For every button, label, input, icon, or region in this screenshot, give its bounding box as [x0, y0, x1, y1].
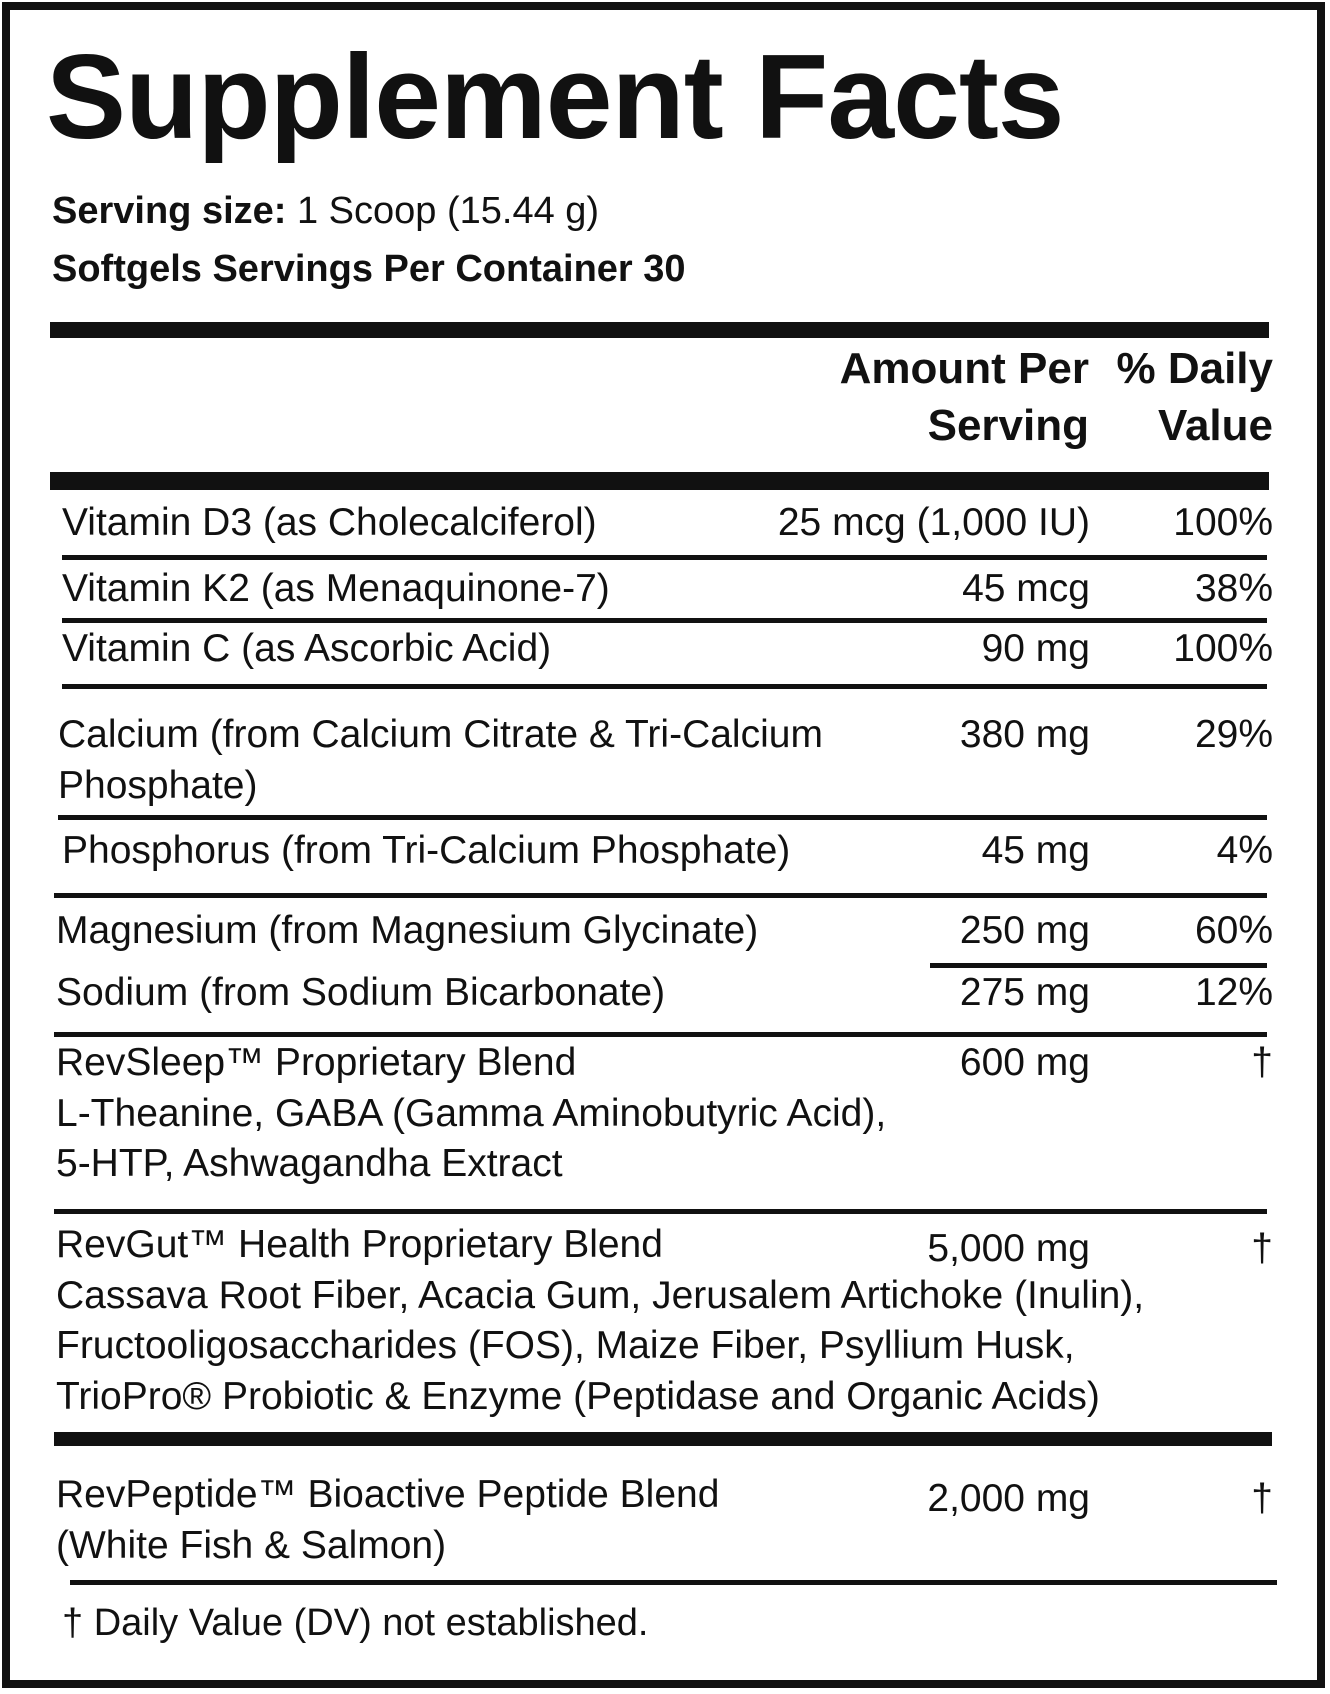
blend-ingredients-line1: (White Fish & Salmon) — [56, 1523, 447, 1567]
nutrient-amount: 25 mcg (1,000 IU) — [777, 501, 1090, 544]
nutrient-amount: 275 mg — [959, 971, 1090, 1014]
nutrient-name: Sodium (from Sodium Bicarbonate) — [56, 971, 666, 1014]
nutrient-name: Vitamin K2 (as Menaquinone-7) — [62, 567, 610, 610]
daily-value-header — [1116, 340, 1273, 454]
nutrient-daily-value: 100% — [1173, 501, 1273, 544]
nutrient-name: Vitamin D3 (as Cholecalciferol) — [62, 501, 597, 544]
dagger-mark: † — [1251, 1227, 1273, 1270]
nutrient-amount: 45 mcg — [962, 567, 1090, 610]
blend-name — [56, 1470, 719, 1571]
nutrient-daily-value: 4% — [1216, 829, 1273, 872]
row-divider — [54, 1032, 1267, 1037]
serving-size-value: 1 Scoop (15.44 g) — [286, 190, 600, 232]
nutrient-daily-value: 100% — [1173, 627, 1273, 670]
amount-header-line2: Serving — [927, 401, 1089, 451]
thick-divider-lower — [54, 1432, 1272, 1446]
thick-divider-header — [50, 472, 1269, 490]
dv-header-line1: % Daily — [1116, 344, 1273, 393]
row-divider-bottom — [70, 1580, 1277, 1585]
row-divider — [54, 893, 1267, 898]
nutrient-amount: 90 mg — [981, 627, 1090, 670]
thick-divider-top — [50, 322, 1269, 338]
nutrient-daily-value: 38% — [1194, 567, 1273, 610]
nutrient-name: Magnesium (from Magnesium Glycinate) — [56, 909, 759, 952]
nutrient-daily-value: 60% — [1194, 909, 1273, 952]
row-divider — [62, 618, 1267, 623]
blend-ingredients-line2: 5-HTP, Ashwagandha Extract — [56, 1142, 563, 1186]
blend-amount: 2,000 mg — [927, 1477, 1090, 1520]
blend-ingredients-line1: Cassava Root Fiber, Acacia Gum, Jerusalem Artichoke (Inulin), — [56, 1273, 1145, 1317]
nutrient-name: Phosphorus (from Tri-Calcium Phosphate) — [62, 829, 791, 872]
nutrient-name-line1: Calcium (from Calcium Citrate & Tri-Calcium — [58, 713, 823, 756]
blend-name-line1: RevPeptide™ Bioactive Peptide Blend — [56, 1473, 720, 1516]
blend-name-line1: RevGut™ Health Proprietary Blend — [56, 1223, 663, 1266]
blend-name — [56, 1038, 886, 1190]
nutrient-daily-value: 29% — [1194, 713, 1273, 756]
daily-value-footnote: † Daily Value (DV) not established. — [62, 1602, 649, 1644]
nutrient-amount: 250 mg — [959, 909, 1090, 952]
dagger-mark: † — [1251, 1041, 1273, 1084]
row-divider — [54, 1209, 1267, 1214]
row-divider — [62, 684, 1267, 689]
blend-amount: 600 mg — [959, 1041, 1090, 1084]
dv-header-line2: Value — [1158, 401, 1273, 451]
servings-per-container: Softgels Servings Per Container 30 — [52, 248, 686, 290]
serving-size-label: Serving size: — [52, 190, 287, 232]
nutrient-amount: 45 mg — [981, 829, 1090, 872]
amount-header-line1: Amount Per — [839, 344, 1089, 393]
nutrient-amount: 380 mg — [959, 713, 1090, 756]
blend-ingredients-line3: TrioPro® Probiotic & Enzyme (Peptidase and Organic Acids) — [56, 1375, 1100, 1419]
nutrient-name-line2: Phosphate) — [58, 763, 258, 807]
nutrient-name — [58, 710, 823, 811]
panel-title: Supplement Facts — [46, 30, 1064, 164]
row-divider — [58, 815, 1267, 820]
nutrient-daily-value: 12% — [1194, 971, 1273, 1014]
row-divider — [62, 555, 1267, 560]
blend-amount: 5,000 mg — [927, 1227, 1090, 1270]
dagger-mark: † — [1251, 1477, 1273, 1520]
blend-ingredients-line1: L-Theanine, GABA (Gamma Aminobutyric Acid), — [56, 1091, 887, 1135]
blend-name-line1: RevSleep™ Proprietary Blend — [56, 1041, 577, 1084]
serving-size — [52, 190, 599, 233]
blend-ingredients-line2: Fructooligosaccharides (FOS), Maize Fiber, Psyllium Husk, — [56, 1324, 1075, 1368]
nutrient-name: Vitamin C (as Ascorbic Acid) — [62, 627, 552, 670]
amount-per-serving-header — [840, 340, 1089, 454]
